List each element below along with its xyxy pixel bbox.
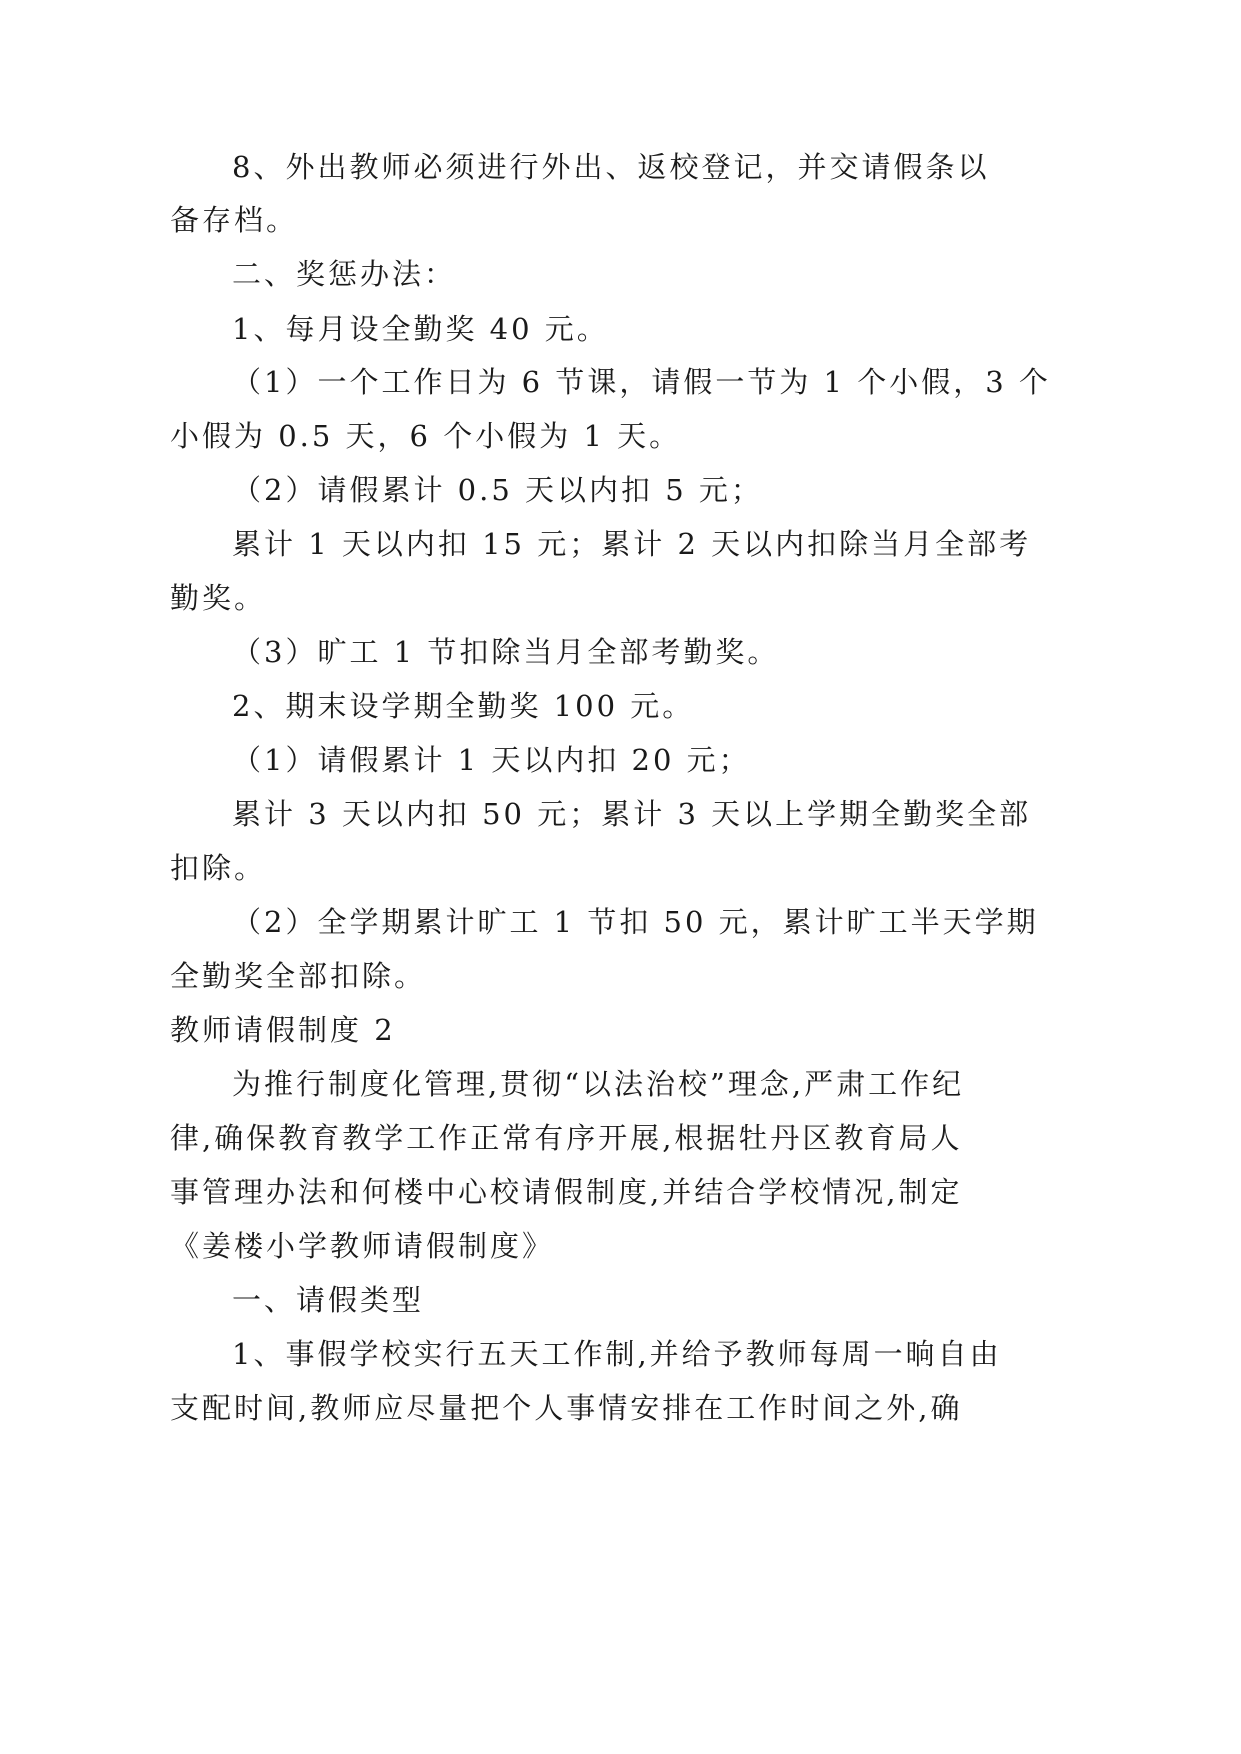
text-line: 事管理办法和何楼中心校请假制度,并结合学校情况,制定 <box>170 1175 963 1209</box>
text-line: 1、每月设全勤奖 40 元。 <box>232 312 609 346</box>
text-line: 《姜楼小学教师请假制度》 <box>170 1229 555 1263</box>
text-line: 8、外出教师必须进行外出、返校登记，并交请假条以 <box>232 150 990 184</box>
text-line: （2）全学期累计旷工 1 节扣 50 元，累计旷工半天学期 <box>232 905 1039 939</box>
text-line: （1）一个工作日为 6 节课，请假一节为 1 个小假，3 个 <box>232 365 1051 399</box>
section-heading: 二、奖惩办法： <box>232 257 457 291</box>
text-line: 为推行制度化管理,贯彻“以法治校”理念,严肃工作纪 <box>232 1067 965 1101</box>
text-line: 律,确保教育教学工作正常有序开展,根据牡丹区教育局人 <box>170 1121 963 1155</box>
text-line: 扣除。 <box>170 851 267 885</box>
text-line: 勤奖。 <box>170 581 267 615</box>
text-line: 2、期末设学期全勤奖 100 元。 <box>232 689 695 723</box>
text-line: 小假为 0.5 天，6 个小假为 1 天。 <box>170 419 682 453</box>
text-line: 1、事假学校实行五天工作制,并给予教师每周一晌自由 <box>232 1337 1002 1371</box>
section-heading: 一、请假类型 <box>232 1283 425 1317</box>
text-line: 备存档。 <box>170 203 299 237</box>
text-line: （3）旷工 1 节扣除当月全部考勤奖。 <box>232 635 780 669</box>
text-line: 全勤奖全部扣除。 <box>170 959 427 993</box>
text-line: 累计 1 天以内扣 15 元；累计 2 天以内扣除当月全部考 <box>232 527 1032 561</box>
text-line: （1）请假累计 1 天以内扣 20 元； <box>232 743 751 777</box>
text-line: 累计 3 天以内扣 50 元；累计 3 天以上学期全勤奖全部 <box>232 797 1032 831</box>
text-line: 支配时间,教师应尽量把个人事情安排在工作时间之外,确 <box>170 1391 963 1425</box>
document-title: 教师请假制度 2 <box>170 1013 396 1047</box>
text-line: （2）请假累计 0.5 天以内扣 5 元； <box>232 473 763 507</box>
